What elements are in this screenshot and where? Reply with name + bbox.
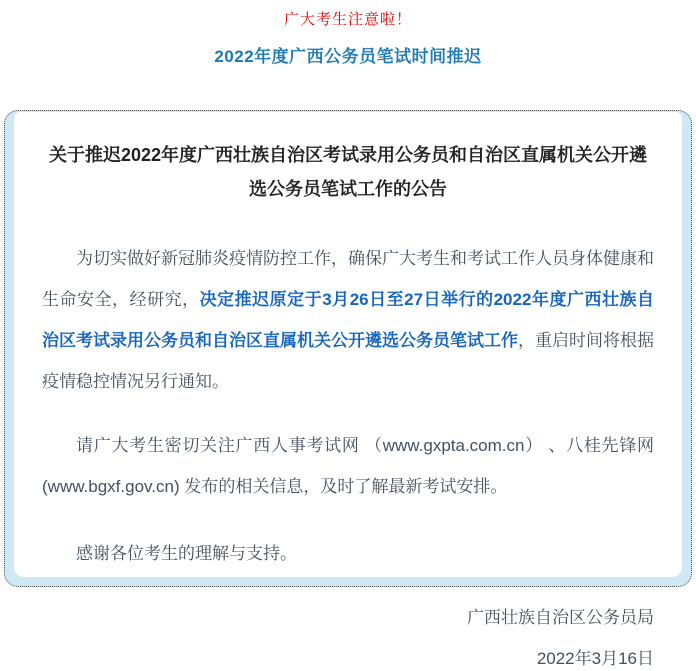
issue-date: 2022年3月16日 [536,649,654,668]
paragraph-epidemic [42,238,654,402]
paragraph-thanks: 感谢各位考生的理解与支持。 [76,544,297,563]
announcement-page [0,8,696,668]
paragraph-epidemic-tail: ，重启时间将根据疫情稳控情况另行通知。 [42,331,654,391]
notice-frame [4,110,692,668]
headline-attention: 广大考生注意啦！ [283,11,412,28]
headline-subject: 2022年度广西公务员笔试时间推迟 [214,47,482,66]
paragraph-websites: 请广大考生密切关注广西人事考试网 （www.gxpta.com.cn） 、八桂先锋网 (www.bgxf.gov.cn) 发布的相关信息，及时了解最新考试安排。 [42,436,654,496]
issuer-signature: 广西壮族自治区公务员局 [467,608,654,627]
notice-title: 关于推迟2022年度广西壮族自治区考试录用公务员和自治区直属机关公开遴选公务员笔试工作的公告 [48,145,648,199]
paragraph-epidemic-lead: 为切实做好新冠肺炎疫情防控工作，确保广大考生和考试工作人员身体健康和生命安全，经研究， [42,249,654,309]
postpone-emphasis-text: 决定推迟原定于3月26日至27日举行的2022年度广西壮族自治区考试录用公务员和自治区直属机关公开遴选公务员笔试工作 [42,290,655,350]
notice-card [14,112,682,668]
